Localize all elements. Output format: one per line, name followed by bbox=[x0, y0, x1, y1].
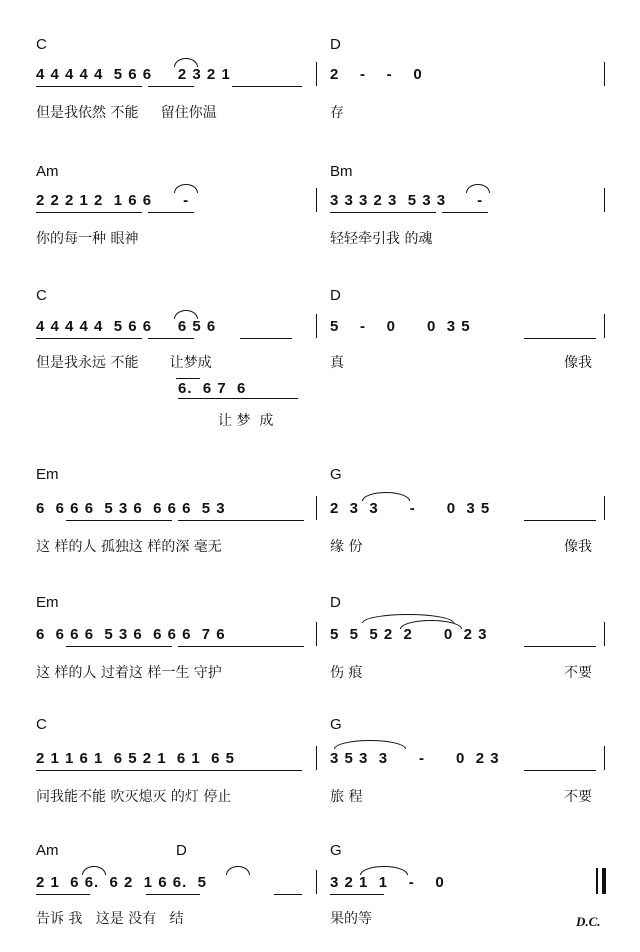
alternate-melody: 6. 6 7 6 bbox=[178, 380, 247, 397]
underline-beam bbox=[524, 520, 596, 521]
melody-line: 2 2 2 1 2 1 6 6 - bbox=[36, 192, 190, 209]
melody-line: 2 - - 0 bbox=[330, 66, 423, 83]
chord-label: G bbox=[330, 842, 342, 859]
lyric-line: 真 bbox=[330, 355, 344, 371]
melody-line: 3 3 3 2 3 5 3 3 - bbox=[330, 192, 484, 209]
final-double-bar bbox=[596, 868, 598, 894]
underline-beam bbox=[178, 520, 304, 521]
underline-beam bbox=[330, 212, 436, 213]
melody-line: 3 2 1 1 - 0 bbox=[330, 874, 445, 891]
lyric-line: 不要 bbox=[564, 789, 592, 805]
underline-beam bbox=[36, 212, 142, 213]
bar-line bbox=[316, 746, 317, 770]
lyric-line: 这 样的人 孤独这 样的深 毫无 bbox=[36, 539, 222, 555]
underline-beam bbox=[274, 894, 302, 895]
lyric-line: 你的每一种 眼神 bbox=[36, 231, 139, 247]
underline-beam bbox=[148, 338, 194, 339]
melody-line: 2 1 1 6 1 6 5 2 1 6 1 6 5 bbox=[36, 750, 235, 767]
underline-beam bbox=[148, 212, 194, 213]
tie-slur bbox=[82, 866, 106, 875]
chord-label: Em bbox=[36, 594, 59, 611]
underline-beam bbox=[148, 86, 194, 87]
lyric-line: 旅 程 bbox=[330, 789, 363, 805]
tie-slur bbox=[174, 58, 198, 67]
underline-beam bbox=[112, 770, 302, 771]
underline-beam bbox=[178, 646, 304, 647]
bar-line bbox=[316, 314, 317, 338]
lyric-line: 不要 bbox=[564, 665, 592, 681]
lyric-line: 存 bbox=[330, 105, 344, 121]
melody-line: 3 5 3 3 - 0 2 3 bbox=[330, 750, 500, 767]
bar-line bbox=[604, 188, 605, 212]
bar-line bbox=[316, 622, 317, 646]
melody-line: 6 6 6 6 5 3 6 6 6 6 5 3 bbox=[36, 500, 226, 517]
tie-slur bbox=[362, 492, 410, 501]
chord-label: C bbox=[36, 36, 47, 53]
melody-line: 4 4 4 4 4 5 6 6 6 5 6 bbox=[36, 318, 217, 335]
lyric-line: 像我 bbox=[564, 539, 592, 555]
bar-line bbox=[604, 314, 605, 338]
bar-line bbox=[604, 622, 605, 646]
da-capo-mark: D.C. bbox=[576, 914, 601, 929]
underline-beam bbox=[524, 770, 596, 771]
lyric-line: 果的等 bbox=[330, 911, 372, 927]
chord-label: D bbox=[330, 594, 341, 611]
bar-line bbox=[316, 870, 317, 894]
lyric-line: 告诉 我 这是 没有 结 bbox=[36, 911, 184, 927]
melody-line: 5 - 0 0 3 5 bbox=[330, 318, 471, 335]
underline-beam bbox=[178, 398, 298, 399]
lyric-line: 伤 痕 bbox=[330, 665, 363, 681]
tie-slur bbox=[466, 184, 490, 193]
underline-beam bbox=[524, 646, 596, 647]
lyric-line: 这 样的人 过着这 样一生 守护 bbox=[36, 665, 222, 681]
chord-label: C bbox=[36, 287, 47, 304]
bar-line bbox=[604, 496, 605, 520]
alternate-lyric: 让 梦 成 bbox=[218, 413, 274, 429]
lyric-line: 但是我永远 不能 让梦成 bbox=[36, 355, 212, 371]
tie-slur bbox=[226, 866, 250, 875]
chord-label: Bm bbox=[330, 163, 353, 180]
chord-label: C bbox=[36, 716, 47, 733]
lyric-line: 轻轻牵引我 的魂 bbox=[330, 231, 433, 247]
chord-label: Am bbox=[36, 842, 59, 859]
tie-slur bbox=[174, 184, 198, 193]
melody-line: 4 4 4 4 4 5 6 6 2 3 2 1 bbox=[36, 66, 231, 83]
chord-label: Am bbox=[36, 163, 59, 180]
underline-beam bbox=[66, 520, 172, 521]
melody-line: 6 6 6 6 5 3 6 6 6 6 7 6 bbox=[36, 626, 226, 643]
underline-beam bbox=[232, 86, 302, 87]
underline-beam bbox=[36, 894, 90, 895]
bar-line bbox=[316, 62, 317, 86]
chord-label: Em bbox=[36, 466, 59, 483]
bar-line bbox=[316, 496, 317, 520]
underline-beam bbox=[66, 646, 172, 647]
final-double-bar bbox=[602, 868, 606, 894]
lyric-line: 问我能不能 吹灭熄灭 的灯 停止 bbox=[36, 789, 232, 805]
chord-label: G bbox=[330, 466, 342, 483]
underline-beam bbox=[146, 894, 200, 895]
lyric-line: 缘 份 bbox=[330, 539, 363, 555]
underline-beam bbox=[442, 212, 488, 213]
lyric-line: 但是我依然 不能 留住你温 bbox=[36, 105, 217, 121]
chord-label: D bbox=[330, 36, 341, 53]
tie-slur bbox=[174, 310, 198, 319]
chord-label: D bbox=[330, 287, 341, 304]
melody-line: 2 1 6 6. 6 2 1 6 6. 5 bbox=[36, 874, 207, 891]
chord-label: D bbox=[176, 842, 187, 859]
underline-beam bbox=[36, 86, 142, 87]
underline-beam bbox=[330, 894, 384, 895]
tie-slur bbox=[360, 866, 408, 875]
bar-line bbox=[604, 746, 605, 770]
melody-line: 2 3 3 - 0 3 5 bbox=[330, 500, 491, 517]
bar-line bbox=[316, 188, 317, 212]
underline-beam bbox=[240, 338, 292, 339]
chord-label: G bbox=[330, 716, 342, 733]
melody-line: 5 5 5 2 2 0 2 3 bbox=[330, 626, 488, 643]
bar-line bbox=[604, 62, 605, 86]
underline-beam bbox=[524, 338, 596, 339]
lyric-line: 像我 bbox=[564, 355, 592, 371]
underline-beam bbox=[36, 338, 142, 339]
tie-slur bbox=[334, 740, 406, 749]
